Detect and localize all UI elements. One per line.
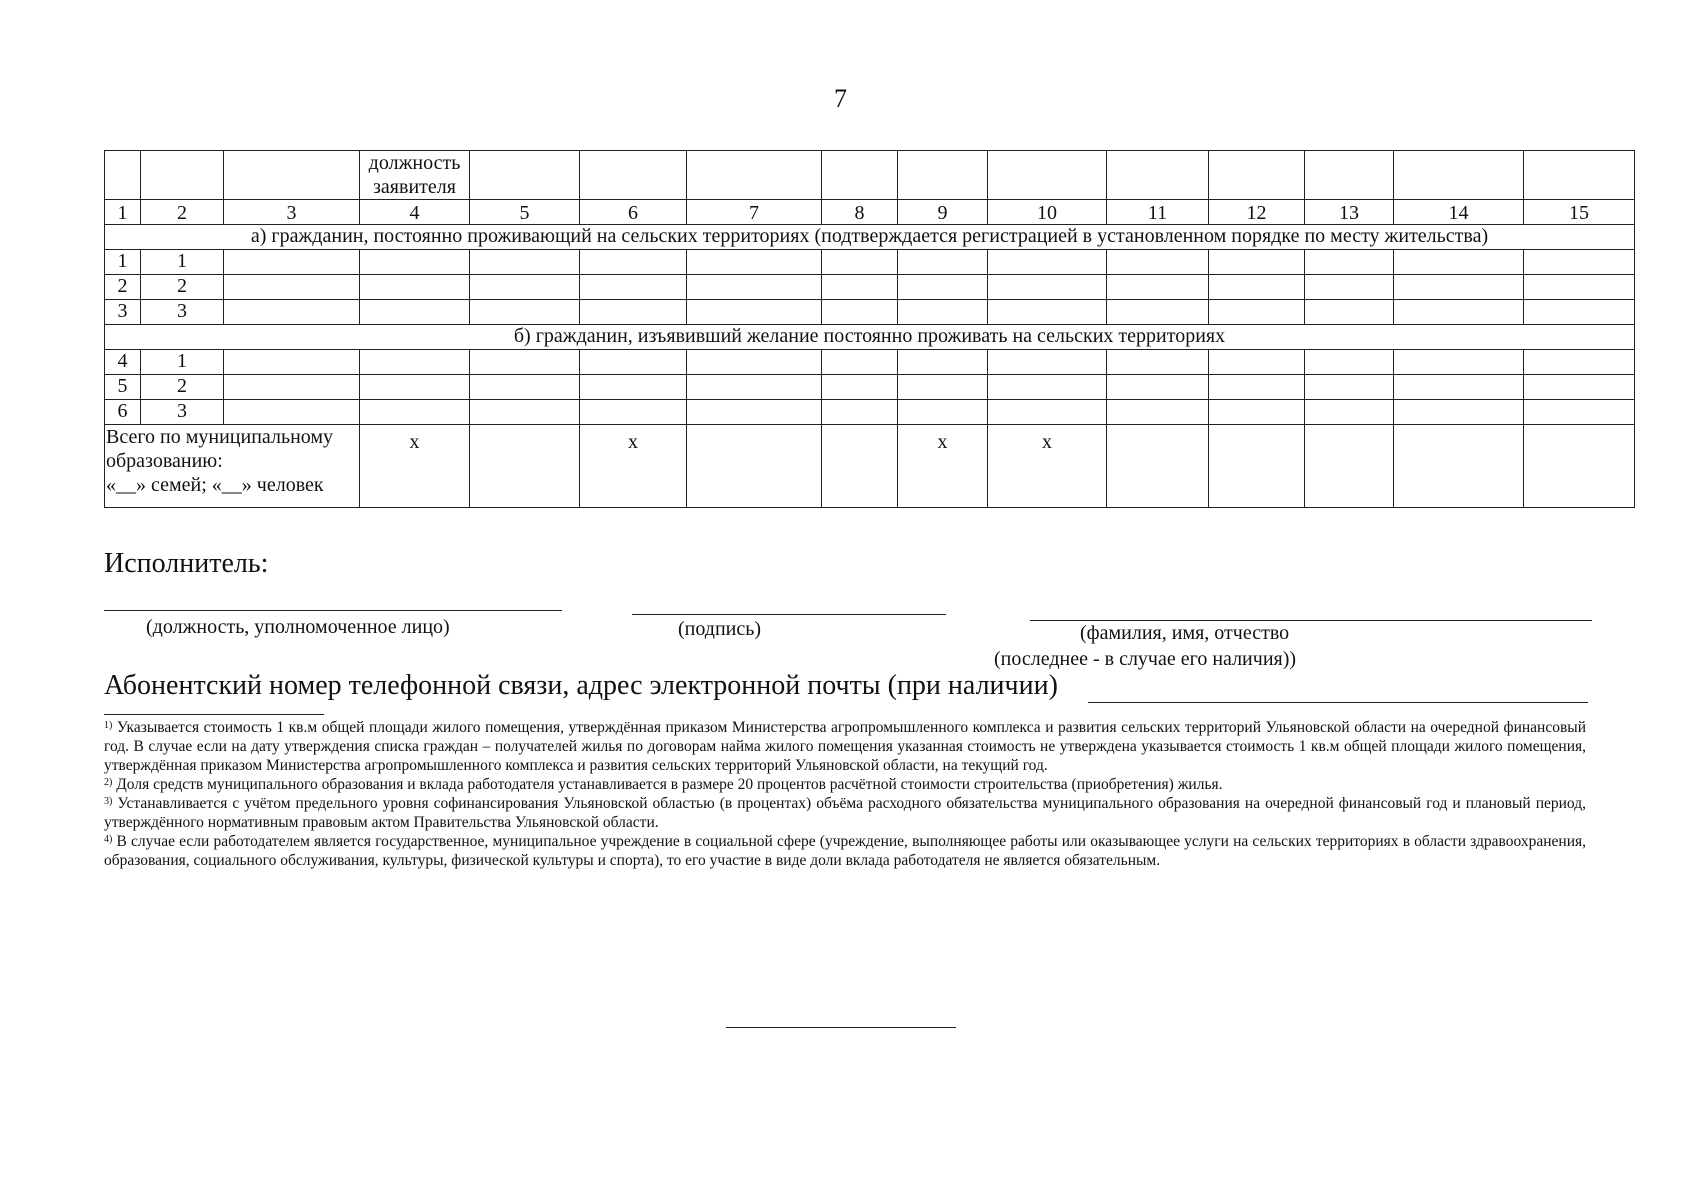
full-name-caption: (фамилия, имя, отчество: [1080, 622, 1290, 644]
header-cell: [224, 151, 360, 200]
column-number: 3: [224, 200, 360, 225]
header-cell: [1305, 151, 1394, 200]
footnote: [104, 775, 1586, 794]
table-cell: [1524, 350, 1635, 375]
table-cell: [988, 375, 1107, 400]
table-cell: [687, 350, 822, 375]
table-cell: [898, 275, 988, 300]
table-row: [105, 300, 1635, 325]
table-cell: [360, 350, 470, 375]
table-cell: [822, 300, 898, 325]
table-cell: [988, 275, 1107, 300]
table-header-row: [105, 151, 1635, 200]
row-number: 3: [105, 300, 141, 325]
contact-label: Абонентский номер телефонной связи, адрес электронной почты (при наличии): [104, 670, 1058, 701]
total-cell-not-applicable: x: [988, 425, 1107, 508]
total-cell-not-applicable: x: [898, 425, 988, 508]
table-cell: [687, 375, 822, 400]
table-cell: [1107, 275, 1209, 300]
column-number-row: [105, 200, 1635, 225]
table-cell: [470, 300, 580, 325]
total-row: [105, 425, 1635, 508]
table-cell: [1524, 300, 1635, 325]
table-cell: [1394, 375, 1524, 400]
footnote: [104, 794, 1586, 832]
column-number: 9: [898, 200, 988, 225]
table-row: [105, 350, 1635, 375]
table-cell: [898, 300, 988, 325]
table-cell: [687, 400, 822, 425]
table-cell: [360, 400, 470, 425]
table-cell: [1394, 275, 1524, 300]
table-cell: [1209, 350, 1305, 375]
row-subnumber: 3: [141, 300, 224, 325]
table-cell: [1305, 275, 1394, 300]
row-subnumber: 2: [141, 275, 224, 300]
row-subnumber: 1: [141, 250, 224, 275]
footnote-mark: 3): [104, 796, 113, 807]
table-cell: [898, 250, 988, 275]
column-number: 7: [687, 200, 822, 225]
header-cell: [470, 151, 580, 200]
header-cell-position: должность заявителя: [360, 151, 470, 200]
total-cell: [1305, 425, 1394, 508]
row-number: 1: [105, 250, 141, 275]
section-b-heading: б) гражданин, изъявивший желание постоянно проживать на сельских территориях: [105, 325, 1635, 350]
table-cell: [224, 300, 360, 325]
table-row: [105, 250, 1635, 275]
table-cell: [1209, 250, 1305, 275]
table-cell: [1394, 350, 1524, 375]
section-a-row: [105, 225, 1635, 250]
total-label: [105, 425, 360, 508]
column-number: 6: [580, 200, 687, 225]
row-number: 4: [105, 350, 141, 375]
row-number: 2: [105, 275, 141, 300]
table-cell: [1524, 400, 1635, 425]
total-cell: [687, 425, 822, 508]
executor-title: Исполнитель:: [104, 548, 269, 579]
table-cell: [580, 275, 687, 300]
column-number: 12: [1209, 200, 1305, 225]
header-cell: [141, 151, 224, 200]
table-cell: [988, 400, 1107, 425]
row-number: 6: [105, 400, 141, 425]
table-row: [105, 400, 1635, 425]
table-cell: [1524, 250, 1635, 275]
column-number: 10: [988, 200, 1107, 225]
total-cell: [822, 425, 898, 508]
total-cell: [1209, 425, 1305, 508]
table-cell: [1209, 275, 1305, 300]
table-cell: [360, 275, 470, 300]
table-cell: [580, 400, 687, 425]
table-cell: [1107, 375, 1209, 400]
table-cell: [1394, 250, 1524, 275]
row-subnumber: 1: [141, 350, 224, 375]
table-cell: [580, 375, 687, 400]
total-label-line-1: Всего по муниципальному: [106, 426, 334, 448]
section-a-heading: а) гражданин, постоянно проживающий на сельских территориях (подтверждается регистрацией в установленном порядке по месту жительства): [105, 225, 1635, 250]
table-cell: [1305, 300, 1394, 325]
table-cell: [580, 350, 687, 375]
table-cell: [988, 250, 1107, 275]
position-caption: (должность, уполномоченное лицо): [146, 616, 450, 638]
full-name-signature-line: [1030, 620, 1592, 621]
document-end-rule: [726, 1027, 956, 1028]
table-cell: [687, 250, 822, 275]
table-cell: [360, 250, 470, 275]
table-cell: [822, 375, 898, 400]
total-cell: [1524, 425, 1635, 508]
footnote: [104, 832, 1586, 870]
table-cell: [224, 350, 360, 375]
header-cell: [1524, 151, 1635, 200]
position-signature-line: [104, 610, 562, 611]
footnote-mark: 1): [104, 720, 113, 731]
table-cell: [580, 300, 687, 325]
table-cell: [224, 250, 360, 275]
table-cell: [898, 375, 988, 400]
column-number: 4: [360, 200, 470, 225]
table-cell: [1305, 400, 1394, 425]
table-cell: [1209, 400, 1305, 425]
table-cell: [470, 375, 580, 400]
header-cell: [105, 151, 141, 200]
table-cell: [224, 400, 360, 425]
table-cell: [1107, 400, 1209, 425]
page-number: 7: [834, 84, 847, 113]
total-cell: [1394, 425, 1524, 508]
table-cell: [1209, 375, 1305, 400]
table-cell: [224, 375, 360, 400]
header-cell: [898, 151, 988, 200]
table-cell: [1209, 300, 1305, 325]
header-cell: [580, 151, 687, 200]
table-cell: [470, 275, 580, 300]
footnote: [104, 718, 1586, 775]
table-row: [105, 275, 1635, 300]
total-cell-not-applicable: x: [580, 425, 687, 508]
table-cell: [822, 400, 898, 425]
table-cell: [1107, 250, 1209, 275]
header-cell: [1107, 151, 1209, 200]
table-cell: [822, 250, 898, 275]
table-cell: [224, 275, 360, 300]
table-cell: [470, 250, 580, 275]
contact-entry-line: [1088, 702, 1588, 703]
total-label-line-3: «__» семей; «__» человек: [106, 474, 324, 496]
table-cell: [1305, 375, 1394, 400]
table-cell: [988, 300, 1107, 325]
footnote-text: Доля средств муниципального образования и вклада работодателя устанавливается в размере 20 процентов расчётной стоимости строительства (приобретения) жилья.: [116, 776, 1223, 793]
column-number: 8: [822, 200, 898, 225]
column-number: 13: [1305, 200, 1394, 225]
row-subnumber: 2: [141, 375, 224, 400]
header-cell: [988, 151, 1107, 200]
header-cell: [1209, 151, 1305, 200]
table-cell: [1394, 300, 1524, 325]
table-cell: [360, 300, 470, 325]
header-cell: [1394, 151, 1524, 200]
table-cell: [1305, 250, 1394, 275]
table-cell: [898, 350, 988, 375]
table-row: [105, 375, 1635, 400]
total-cell: [470, 425, 580, 508]
footnote-text: Устанавливается с учётом предельного уровня софинансирования Ульяновской областью (в процентах) объёма расходного обязательства муниципального образования на очередной финансовый год и плановый период, утверждённого нормативным правовым актом Правительства Ульяновской области.: [104, 795, 1586, 831]
table-cell: [1394, 400, 1524, 425]
column-number: 11: [1107, 200, 1209, 225]
header-cell: [687, 151, 822, 200]
footnote-separator: [104, 714, 324, 715]
column-number: 5: [470, 200, 580, 225]
full-name-caption-note: (последнее - в случае его наличия)): [994, 648, 1297, 670]
table-cell: [1524, 275, 1635, 300]
table-cell: [1107, 350, 1209, 375]
total-cell-not-applicable: x: [360, 425, 470, 508]
column-number: 15: [1524, 200, 1635, 225]
signature-line: [632, 614, 946, 615]
signature-caption: (подпись): [678, 618, 762, 640]
footnotes: [104, 718, 1586, 870]
table-cell: [1524, 375, 1635, 400]
table-cell: [822, 350, 898, 375]
table-cell: [360, 375, 470, 400]
table-cell: [687, 300, 822, 325]
table-cell: [580, 250, 687, 275]
column-number: 2: [141, 200, 224, 225]
table-cell: [470, 400, 580, 425]
table-cell: [898, 400, 988, 425]
row-subnumber: 3: [141, 400, 224, 425]
table-cell: [470, 350, 580, 375]
footnote-mark: 2): [104, 777, 113, 788]
footnote-text: Указывается стоимость 1 кв.м общей площади жилого помещения, утверждённая приказом Министерства агропромышленного комплекса и развития сельских территорий Ульяновской области на очередной финансовый год. В случае если на дату утверждения списка граждан – получателей жилья по договорам найма жилого помещения указанная стоимость не утверждена указывается стоимость 1 кв.м общей площади жилого помещения, утверждённая приказом Министерства агропромышленного комплекса и развития сельских территорий Ульяновской области, на текущий год.: [104, 719, 1587, 774]
total-label-line-2: образованию:: [106, 450, 223, 472]
column-number: 1: [105, 200, 141, 225]
table-cell: [822, 275, 898, 300]
table-cell: [687, 275, 822, 300]
row-number: 5: [105, 375, 141, 400]
citizens-table: [104, 150, 1635, 508]
footnote-text: В случае если работодателем является государственное, муниципальное учреждение в социальной сфере (учреждение, выполняющее работы или оказывающее услуги на сельских территориях в области здравоохранения, образования, социального обслуживания, культуры, физической культуры и спорта), то его участие в виде доли вклада работодателя не является обязательным.: [104, 833, 1587, 869]
table-cell: [1305, 350, 1394, 375]
table-cell: [1107, 300, 1209, 325]
total-cell: [1107, 425, 1209, 508]
footnote-mark: 4): [104, 834, 113, 845]
section-b-row: [105, 325, 1635, 350]
table-cell: [988, 350, 1107, 375]
column-number: 14: [1394, 200, 1524, 225]
header-cell: [822, 151, 898, 200]
